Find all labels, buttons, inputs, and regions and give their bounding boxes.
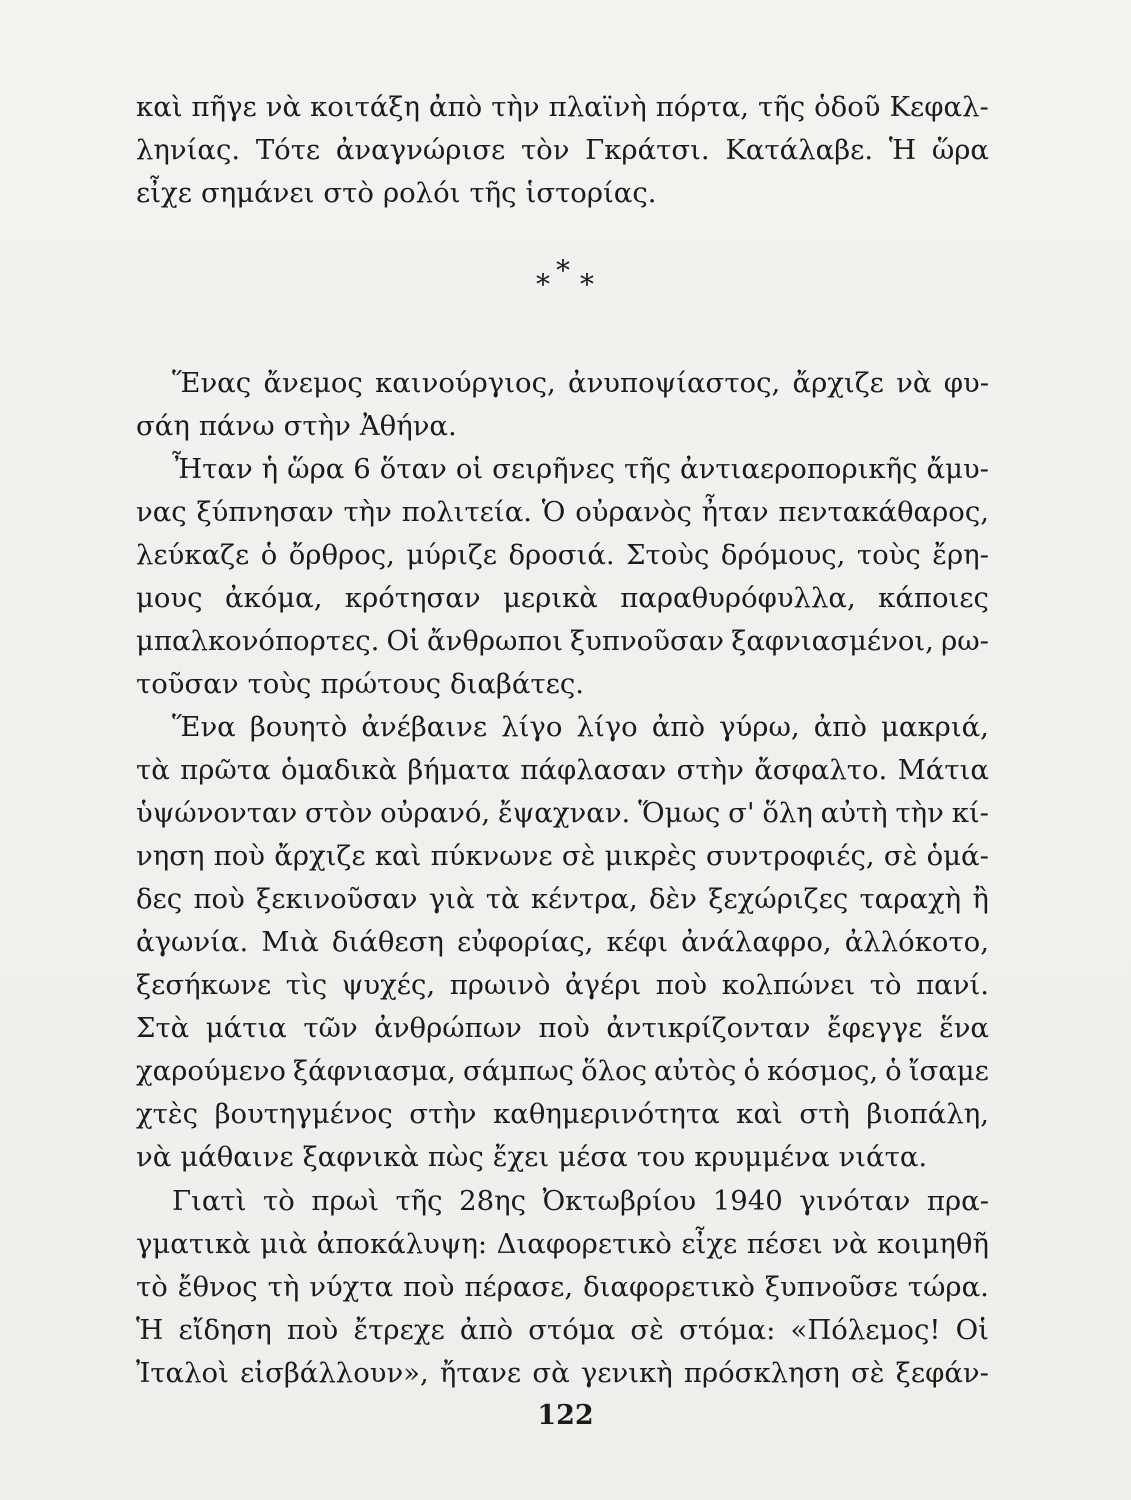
- word: ὁμαδικὰ: [280, 754, 398, 786]
- word: ἔθνος: [177, 1271, 258, 1303]
- word: τὴν: [895, 797, 944, 829]
- word: Στὰ: [136, 1012, 190, 1044]
- word: βουητὸ: [249, 711, 348, 743]
- word: τώρα.: [907, 1271, 989, 1303]
- word: νὰ: [265, 91, 302, 123]
- word: πρῶτα: [180, 754, 271, 786]
- word: δρόμους,: [720, 539, 846, 571]
- page-number: 122: [537, 1400, 594, 1431]
- text-line: [136, 1180, 989, 1223]
- word: δὲν: [648, 883, 697, 915]
- word: ἔτρεχε: [353, 1314, 445, 1346]
- word: ρω-: [941, 625, 989, 657]
- word: καινούργιος,: [375, 367, 556, 399]
- word: κέντρα,: [530, 883, 638, 915]
- word: τῶν: [303, 1012, 358, 1044]
- word: τῆς: [758, 91, 806, 123]
- word: Γκράτσι.: [585, 134, 710, 166]
- word: καὶ: [374, 840, 422, 872]
- word: «Πόλεμος!: [790, 1314, 941, 1346]
- word: νηση: [136, 840, 205, 872]
- text-line: [136, 448, 989, 491]
- word: στόμα:: [679, 1314, 776, 1346]
- word: τοὺς: [856, 539, 921, 571]
- word: ποὺ: [655, 969, 708, 1001]
- word: κρότησαν: [344, 582, 481, 614]
- asterisk: *: [580, 268, 594, 301]
- word: μέσα: [558, 1141, 628, 1173]
- word: σὲ: [561, 840, 596, 872]
- word: τὸ: [263, 1185, 295, 1217]
- word: μους: [136, 582, 203, 614]
- word: ξυπνοῦσαν: [570, 625, 725, 657]
- word: πρα-: [926, 1185, 989, 1217]
- word: 6: [353, 453, 371, 485]
- word: σὲ: [883, 840, 918, 872]
- word: ληνίας.: [136, 134, 241, 166]
- word: χτὲς: [136, 1098, 199, 1130]
- word: Στοὺς: [626, 539, 710, 571]
- word: κολπώνει: [721, 969, 856, 1001]
- word: χαρούμενο: [136, 1055, 286, 1087]
- word: ἢ: [972, 883, 989, 915]
- word: 1940: [712, 1185, 783, 1217]
- word: βήματα: [407, 754, 510, 786]
- word: ἀνυποψίαστος,: [568, 367, 781, 399]
- word: μάτια: [205, 1012, 287, 1044]
- word: ταραχὴ: [859, 883, 962, 915]
- word: πλαϊνὴ: [548, 91, 647, 123]
- word: Οἱ: [386, 625, 420, 657]
- word: ἴσαμε: [908, 1055, 989, 1087]
- word: ξεφάν-: [895, 1357, 989, 1389]
- word: ὅλος: [581, 1055, 647, 1087]
- word: λίγο: [501, 711, 563, 743]
- asterisk: *: [556, 254, 570, 287]
- word: στὸν: [305, 797, 373, 829]
- word: ἕνα: [938, 1012, 989, 1044]
- paragraph-4: [136, 706, 989, 1179]
- word: κοιτάξη: [310, 91, 421, 123]
- word: πὼς: [427, 1141, 484, 1173]
- word: οὐρανό,: [380, 797, 491, 829]
- word: βουτηγμένος: [214, 1098, 393, 1130]
- word: τοῦσαν: [136, 668, 239, 700]
- word: σ': [728, 797, 755, 829]
- word: ἄνθρωποι: [427, 625, 563, 657]
- word: του: [636, 1141, 686, 1173]
- text-line: [136, 172, 989, 215]
- word: πεντακάθαρος,: [778, 496, 989, 528]
- text-line: [136, 706, 989, 749]
- word: ποὺ: [286, 1314, 339, 1346]
- word: πανί.: [916, 969, 989, 1001]
- word: τὸν: [520, 134, 570, 166]
- word: κρυμμένα: [694, 1141, 830, 1173]
- word: ἄνεμος: [263, 367, 363, 399]
- word: ἀγέρι: [565, 969, 642, 1001]
- word: ἀπὸ: [651, 711, 706, 743]
- word: διαβάτες.: [450, 668, 584, 700]
- word: σειρῆνες: [492, 453, 615, 485]
- text-line: [136, 577, 989, 620]
- text-line: [136, 1266, 989, 1309]
- word: γιὰ: [428, 883, 475, 915]
- word: στὴν: [676, 754, 744, 786]
- text-line: [136, 749, 989, 792]
- word: πέσει: [746, 1228, 823, 1260]
- word: στὸ: [323, 177, 374, 209]
- text-line: [136, 792, 989, 835]
- word: οἱ: [455, 453, 484, 485]
- word: σὲ: [850, 1357, 885, 1389]
- word: Ὁ: [541, 496, 566, 528]
- word: διάθεση: [331, 926, 444, 958]
- word: πρωινὸ: [449, 969, 551, 1001]
- word: ποὺ: [193, 883, 245, 915]
- word: ἄμυ-: [926, 453, 989, 485]
- word: πάνω: [198, 410, 275, 442]
- word: μιὰ: [260, 1228, 308, 1260]
- word: Ὅμως: [638, 797, 721, 829]
- word: ἀνθρώπων: [374, 1012, 522, 1044]
- word: Τότε: [255, 134, 321, 166]
- word: σὰ: [532, 1357, 570, 1389]
- section-separator: [536, 254, 606, 301]
- word: στὴν: [409, 1098, 477, 1130]
- word: ἄρχιζε: [792, 367, 884, 399]
- word: ξεκινοῦσαν: [256, 883, 418, 915]
- word: ἀντιαεροπορικῆς: [680, 453, 918, 485]
- word: τὰ: [136, 754, 170, 786]
- word: εἶχε: [136, 177, 192, 209]
- word: τὸ: [136, 1271, 168, 1303]
- word: κόσμος,: [767, 1055, 879, 1087]
- word: Μάτια: [897, 754, 989, 786]
- word: μακριά,: [881, 711, 989, 743]
- word: πρωὶ: [311, 1185, 379, 1217]
- word: κί-: [951, 797, 989, 829]
- word: πέρασε,: [464, 1271, 574, 1303]
- word: ἀποκάλυψη:: [316, 1228, 488, 1260]
- word: ἄρχιζε: [274, 840, 366, 872]
- word: στὴ: [799, 1098, 850, 1130]
- word: γινόταν: [799, 1185, 911, 1217]
- word: φυ-: [943, 367, 989, 399]
- word: Οἱ: [955, 1314, 989, 1346]
- text-line: [136, 129, 989, 172]
- word: εἶχε: [681, 1228, 738, 1260]
- word: γενικὴ: [580, 1357, 673, 1389]
- word: γύρω,: [719, 711, 800, 743]
- text-line: [136, 663, 989, 706]
- word: ἤτανε: [439, 1357, 522, 1389]
- word: ἀνέβαινε: [361, 711, 488, 743]
- text-line: [136, 1093, 989, 1136]
- word: λεύκαζε: [136, 539, 250, 571]
- word: ὁδοῦ: [814, 91, 881, 123]
- word: τῆς: [469, 177, 517, 209]
- word: πρώτους: [320, 668, 442, 700]
- word: ἀντικρίζονταν: [606, 1012, 811, 1044]
- word: Γιατὶ: [172, 1185, 247, 1217]
- word: τὸ: [869, 969, 902, 1001]
- word: ἔψαχναν.: [497, 797, 631, 829]
- word: ξυπνοῦσε: [764, 1271, 898, 1303]
- word: παραθυρόφυλλα,: [620, 582, 856, 614]
- word: δες: [136, 883, 183, 915]
- paragraph-5: [136, 1180, 989, 1395]
- word: στόμα: [528, 1314, 616, 1346]
- word: Διαφορετικὸ: [496, 1228, 672, 1260]
- word: Ἦταν: [172, 453, 253, 485]
- word: πόρτα,: [655, 91, 750, 123]
- word: Κατάλαβε.: [725, 134, 874, 166]
- text-line: [136, 1309, 989, 1352]
- word: μύριζε: [406, 539, 498, 571]
- word: ξάφνιασμα,: [293, 1055, 456, 1087]
- word: τὴ: [267, 1271, 300, 1303]
- text-line: [136, 491, 989, 534]
- word: εὐφορίας,: [456, 926, 594, 958]
- word: νας: [136, 496, 187, 528]
- word: ὑψώνονταν: [136, 797, 298, 829]
- word: ξεχώριζες: [708, 883, 849, 915]
- word: τοὺς: [247, 668, 312, 700]
- word: ποὺ: [538, 1012, 590, 1044]
- word: πολιτεία.: [401, 496, 533, 528]
- word: ὁ: [743, 1055, 761, 1087]
- word: ὁ: [260, 539, 278, 571]
- word: ἀλλόκοτο,: [844, 926, 989, 958]
- word: ξεσήκωνε: [136, 969, 272, 1001]
- word: ἀπὸ: [813, 711, 867, 743]
- word: νύχτα: [309, 1271, 394, 1303]
- word: ξαφνιασμένοι,: [731, 625, 934, 657]
- word: λίγο: [576, 711, 638, 743]
- word: νὰ: [896, 367, 932, 399]
- word: καθημερινότητα: [493, 1098, 720, 1130]
- text-line: [136, 921, 989, 964]
- word: ἔχει: [492, 1141, 550, 1173]
- word: 28ης: [459, 1185, 527, 1217]
- word: αὐτὴ: [820, 797, 888, 829]
- word: καὶ: [736, 1098, 783, 1130]
- word: νιάτα.: [838, 1141, 928, 1173]
- text-line: [136, 1050, 989, 1093]
- word: τὴν: [491, 91, 540, 123]
- word: τὰ: [485, 883, 520, 915]
- word: ὅταν: [379, 453, 447, 485]
- text-line: [136, 86, 989, 129]
- word: Ἡ: [136, 1314, 164, 1346]
- word: ποὺ: [213, 840, 266, 872]
- word: ὁμά-: [926, 840, 989, 872]
- word: ἀγωνία.: [136, 926, 249, 958]
- word: γματικὰ: [136, 1228, 251, 1260]
- word: Ἡ: [888, 134, 917, 166]
- word: ξύπνησαν: [196, 496, 334, 528]
- text-line: [136, 1352, 989, 1395]
- text-line: [136, 534, 989, 577]
- word: στὴν: [283, 410, 351, 442]
- paragraph-3: [136, 448, 989, 706]
- text-line: [136, 964, 989, 1007]
- word: ποὺ: [403, 1271, 455, 1303]
- word: ἱστορίας.: [525, 177, 657, 209]
- text-line: [136, 835, 989, 878]
- word: ἔρη-: [932, 539, 989, 571]
- word: ρολόι: [382, 177, 461, 209]
- word: ἄσφαλτο.: [754, 754, 888, 786]
- word: μερικὰ: [502, 582, 598, 614]
- word: σὲ: [630, 1314, 664, 1346]
- word: ἀπὸ: [459, 1314, 514, 1346]
- word: ξαφνικὰ: [302, 1141, 419, 1173]
- paragraph-1: [136, 86, 989, 215]
- word: ὅλη: [762, 797, 813, 829]
- word: κοιμηθῆ: [877, 1228, 989, 1260]
- word: Ἀθήνα.: [359, 410, 457, 442]
- word: ἦταν: [701, 496, 769, 528]
- word: τῆς: [623, 453, 672, 485]
- word: μάθαινε: [180, 1141, 294, 1173]
- word: ὥρα: [931, 134, 989, 166]
- word: τὶς: [285, 969, 328, 1001]
- word: ἔφεγγε: [827, 1012, 923, 1044]
- word: ὄρθρος,: [288, 539, 395, 571]
- word: βιοπάλη,: [866, 1098, 989, 1130]
- word: κέφι: [606, 926, 668, 958]
- word: ἀκόμα,: [224, 582, 323, 614]
- word: πάφλασαν: [520, 754, 667, 786]
- word: μικρὲς: [604, 840, 697, 872]
- word: ὁ: [885, 1055, 902, 1087]
- word: κάποιες: [878, 582, 989, 614]
- text-line: [136, 362, 989, 405]
- word: τῆς: [395, 1185, 443, 1217]
- asterisk: *: [536, 268, 550, 301]
- word: Ὀκτωβρίου: [542, 1185, 697, 1217]
- text-line: [136, 1223, 989, 1266]
- word: συντροφιές,: [706, 840, 875, 872]
- word: ἀναγνώρισε: [335, 134, 506, 166]
- word: πύκνωνε: [430, 840, 553, 872]
- text-line: [136, 1136, 989, 1179]
- word: δροσιά.: [508, 539, 615, 571]
- word: νὰ: [136, 1141, 172, 1173]
- word: σάμπως: [462, 1055, 575, 1087]
- word: αὐτὸς: [654, 1055, 737, 1087]
- word: Ἰταλοὶ: [136, 1357, 229, 1389]
- word: εἰσβάλλουν»,: [240, 1357, 429, 1389]
- text-line: [136, 405, 989, 448]
- text-line: [136, 1007, 989, 1050]
- word: ἀπὸ: [429, 91, 483, 123]
- word: σημάνει: [200, 177, 315, 209]
- word: Ἕνας: [172, 367, 252, 399]
- word: οὐρανὸς: [575, 496, 692, 528]
- word: Μιὰ: [261, 926, 319, 958]
- word: εἴδηση: [178, 1314, 272, 1346]
- word: Κεφαλ-: [889, 91, 989, 123]
- word: πῆγε: [191, 91, 257, 123]
- word: μπαλκονόπορτες.: [136, 625, 380, 657]
- text-line: [136, 620, 989, 663]
- word: καὶ: [136, 91, 183, 123]
- word: ἡ: [261, 453, 279, 485]
- word: ἀνάλαφρο,: [681, 926, 832, 958]
- word: ὥρα: [287, 453, 345, 485]
- word: σάη: [136, 410, 190, 442]
- word: νὰ: [832, 1228, 868, 1260]
- word: πρόσκληση: [683, 1357, 840, 1389]
- text-line: [136, 878, 989, 921]
- word: τὴν: [343, 496, 392, 528]
- word: διαφορετικὸ: [583, 1271, 755, 1303]
- paragraph-2: [136, 362, 989, 448]
- word: Ἕνα: [172, 711, 236, 743]
- word: ψυχές,: [341, 969, 436, 1001]
